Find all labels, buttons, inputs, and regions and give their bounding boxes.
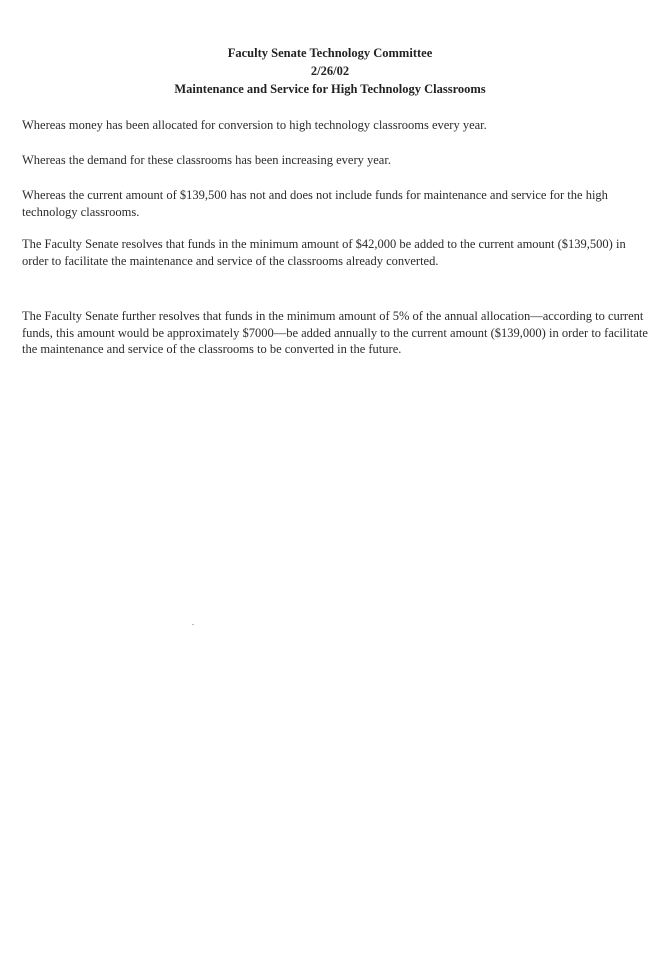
- document-subject: Maintenance and Service for High Technology Classrooms: [174, 82, 486, 96]
- whereas-paragraph-allocation: Whereas money has been allocated for conversion to high technology classrooms every year.: [22, 118, 487, 132]
- whereas-paragraph-current-amount: Whereas the current amount of $139,500 has not and does not include funds for maintenance and service for the high technology classrooms.: [22, 188, 608, 219]
- document-header: [110, 44, 550, 98]
- resolution-paragraph-minimum-funds: The Faculty Senate resolves that funds in the minimum amount of $42,000 be added to the current amount ($139,500) in order to facilitate the maintenance and service of the classrooms already converted.: [22, 237, 626, 268]
- scan-speck: [192, 624, 194, 625]
- whereas-paragraph-demand: Whereas the demand for these classrooms has been increasing every year.: [22, 153, 391, 167]
- committee-title: Faculty Senate Technology Committee: [227, 46, 433, 60]
- document-date: 2/26/02: [310, 64, 350, 78]
- resolution-paragraph-annual-funds: The Faculty Senate further resolves that funds in the minimum amount of 5% of the annual allocation—according to current funds, this amount would be approximately $7000—be added annually to the current amount ($139,000) in order to facilitate the maintenance and service of the classrooms to be converted in the future.: [22, 309, 648, 356]
